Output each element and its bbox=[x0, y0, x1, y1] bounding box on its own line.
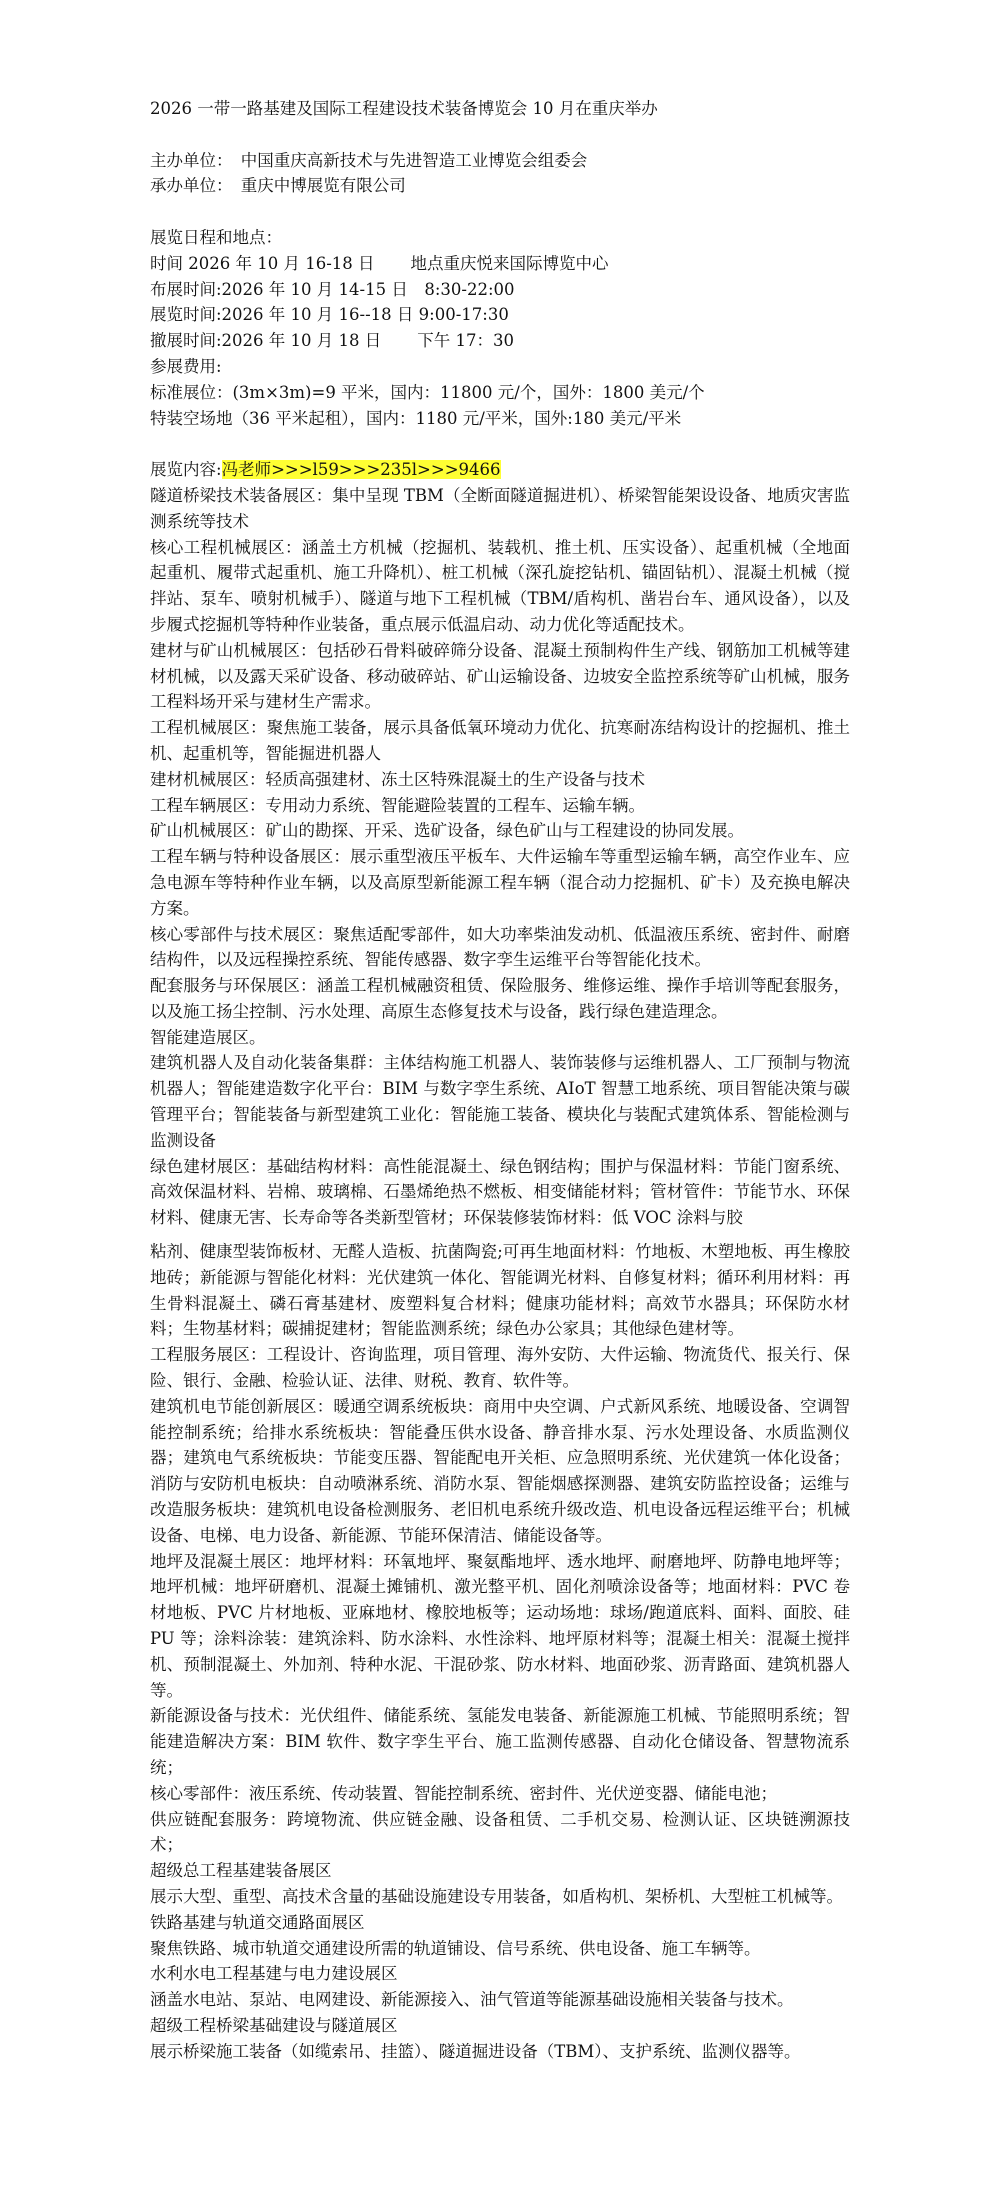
content-paragraph: 建材与矿山机械展区：包括砂石骨料破碎筛分设备、混凝土预制构件生产线、钢筋加工机械等建材机械，以及露天采矿设备、移动破碎站、矿山运输设备、边坡安全监控系统等矿山机械，服务工程料场开采与建材生产需求。 bbox=[150, 640, 850, 712]
content-paragraph: 铁路基建与轨道交通路面展区 bbox=[150, 1912, 365, 1932]
content-paragraph: 地坪及混凝土展区：地坪材料：环氧地坪、聚氨酯地坪、透水地坪、耐磨地坪、防静电地坪等；地坪机械：地坪研磨机、混凝土摊铺机、激光整平机、固化剂喷涂设备等；地面材料：PVC 卷材地板、PVC 片材地板、亚麻地材、橡胶地板等；运动场地：球场/跑道底料、面料、面胶、硅 PU 等；涂料涂装：建筑涂料、防水涂料、水性涂料、地坪原材料等；混凝土相关：混凝土搅拌机、预制混凝土、外加剂、特种水泥、干混砂浆、防水材料、地面砂浆、沥青路面、建筑机器人等。 bbox=[150, 1551, 850, 1700]
content-paragraph: 矿山机械展区：矿山的勘探、开采、选矿设备，绿色矿山与工程建设的协同发展。 bbox=[150, 821, 744, 841]
content-paragraph: 超级工程桥梁基础建设与隧道展区 bbox=[150, 2015, 398, 2035]
content-paragraph: 聚焦铁路、城市轨道交通建设所需的轨道铺设、信号系统、供电设备、施工车辆等。 bbox=[150, 1938, 761, 1958]
content-paragraph: 核心零部件：液压系统、传动装置、智能控制系统、密封件、光伏逆变器、储能电池； bbox=[150, 1783, 777, 1803]
content-paragraph: 工程服务展区：工程设计、咨询监理，项目管理、海外安防、大件运输、物流货代、报关行、保险、银行、金融、检验认证、法律、财税、教育、软件等。 bbox=[150, 1345, 850, 1391]
organizer-line: 主办单位： 中国重庆高新技术与先进智造工业博览会组委会 bbox=[150, 150, 588, 170]
content-paragraph: 展示大型、重型、高技术含量的基础设施建设专用装备，如盾构机、架桥机、大型桩工机械等。 bbox=[150, 1886, 843, 1906]
content-paragraph: 配套服务与环保展区：涵盖工程机械融资租赁、保险服务、维修运维、操作手培训等配套服务，以及施工扬尘控制、污水处理、高原生态修复技术与设备，践行绿色建造理念。 bbox=[150, 976, 850, 1021]
teardown-time: 下午 17：30 bbox=[417, 331, 515, 351]
content-paragraph: 粘剂、健康型装饰板材、无醛人造板、抗菌陶瓷;可再生地面材料：竹地板、木塑地板、再生橡胶地砖；新能源与智能化材料：光伏建筑一体化、智能调光材料、自修复材料；循环利用材料：再生骨料混凝土、磷石膏基建材、废塑料复合材料；健康功能材料；高效节水器具；环保防水材料；生物基材料；碳捕捉建材；智能监测系统；绿色办公家具；其他绿色建材等。 bbox=[150, 1242, 850, 1339]
content-paragraph: 工程车辆与特种设备展区：展示重型液压平板车、大件运输车等重型运输车辆，高空作业车、应急电源车等特种作业车辆，以及高原型新能源工程车辆（混合动力挖掘机、矿卡）及充换电解决方案。 bbox=[150, 847, 850, 918]
document-page bbox=[150, 96, 850, 2065]
teardown-line bbox=[150, 328, 850, 354]
schedule-venue: 地点重庆悦来国际博览中心 bbox=[410, 253, 609, 273]
content-paragraph: 建材机械展区：轻质高强建材、冻土区特殊混凝土的生产设备与技术 bbox=[150, 769, 645, 789]
contact-highlight: 冯老师>>>l59>>>235l>>>9466 bbox=[221, 460, 501, 480]
standard-booth-fee: 标准展位：(3m×3m)=9 平米，国内：11800 元/个，国外：1800 美元/个 bbox=[150, 382, 705, 402]
content-paragraph: 建筑机器人及自动化装备集群：主体结构施工机器人、装饰装修与运维机器人、工厂预制与物流机器人；智能建造数字化平台：BIM 与数字孪生系统、AIoT 智慧工地系统、项目智能决策与碳管理平台；智能装备与新型建筑工业化：智能施工装备、模块化与装配式建筑体系、智能检测与监测设备 bbox=[150, 1053, 850, 1150]
content-paragraph: 核心工程机械展区：涵盖土方机械（挖掘机、装载机、推土机、压实设备）、起重机械（全地面起重机、履带式起重机、施工升降机）、桩工机械（深孔旋挖钻机、锚固钻机）、混凝土机械（搅拌站、泵车、喷射机械手）、隧道与地下工程机械（TBM/盾构机、凿岩台车、通风设备），以及步履式挖掘机等特种作业装备，重点展示低温启动、动力优化等适配技术。 bbox=[150, 537, 850, 634]
content-label: 展览内容: bbox=[150, 460, 222, 480]
content-paragraph: 水利水电工程基建与电力建设展区 bbox=[150, 1964, 398, 1984]
schedule-time: 时间 2026 年 10 月 16-18 日 bbox=[150, 253, 375, 273]
content-paragraph: 涵盖水电站、泵站、电网建设、新能源接入、油气管道等能源基础设施相关装备与技术。 bbox=[150, 1990, 794, 2010]
content-paragraph: 工程车辆展区：专用动力系统、智能避险装置的工程车、运输车辆。 bbox=[150, 795, 645, 815]
teardown-date: 撤展时间:2026 年 10 月 18 日 bbox=[150, 331, 382, 351]
fees-heading: 参展费用: bbox=[150, 356, 222, 376]
content-paragraph: 供应链配套服务：跨境物流、供应链金融、设备租赁、二手机交易、检测认证、区块链溯源技术； bbox=[150, 1809, 850, 1855]
setup-time-line: 布展时间:2026 年 10 月 14-15 日 8:30-22:00 bbox=[150, 279, 515, 299]
content-label-line bbox=[150, 457, 850, 483]
undertaker-line: 承办单位： 重庆中博展览有限公司 bbox=[150, 176, 406, 196]
content-paragraph: 隧道桥梁技术装备展区：集中呈现 TBM（全断面隧道掘进机）、桥梁智能架设设备、地质灾害监测系统等技术 bbox=[150, 485, 850, 531]
content-paragraph: 工程机械展区：聚焦施工装备，展示具备低氧环境动力优化、抗寒耐冻结构设计的挖掘机、推土机、起重机等，智能掘进机器人 bbox=[150, 718, 850, 763]
content-paragraph: 绿色建材展区：基础结构材料：高性能混凝土、绿色钢结构；围护与保温材料：节能门窗系统、高效保温材料、岩棉、玻璃棉、石墨烯绝热不燃板、相变储能材料；管材管件：节能节水、环保材料、健康无害、长寿命等各类新型管材；环保装修装饰材料：低 VOC 涂料与胶 bbox=[150, 1156, 850, 1228]
content-paragraph: 展示桥梁施工装备（如缆索吊、挂篮）、隧道掘进设备（TBM）、支护系统、监测仪器等。 bbox=[150, 2041, 801, 2061]
exhibit-time-line: 展览时间:2026 年 10 月 16--18 日 9:00-17:30 bbox=[150, 305, 509, 325]
raw-space-fee: 特装空场地（36 平米起租），国内：1180 元/平米，国外:180 美元/平米 bbox=[150, 408, 682, 428]
content-paragraph: 超级总工程基建装备展区 bbox=[150, 1861, 332, 1881]
document-title: 2026 一带一路基建及国际工程建设技术装备博览会 10 月在重庆举办 bbox=[150, 99, 658, 118]
content-paragraph: 核心零部件与技术展区：聚焦适配零部件，如大功率柴油发动机、低温液压系统、密封件、耐磨结构件，以及远程操控系统、智能传感器、数字孪生运维平台等智能化技术。 bbox=[150, 924, 850, 970]
schedule-time-line bbox=[150, 251, 850, 277]
content-paragraph: 建筑机电节能创新展区：暖通空调系统板块：商用中央空调、户式新风系统、地暖设备、空调智能控制系统；给排水系统板块：智能叠压供水设备、静音排水泵、污水处理设备、水质监测仪器；建筑电气系统板块：节能变压器、智能配电开关柜、应急照明系统、光伏建筑一体化设备；消防与安防机电板块：自动喷淋系统、消防水泵、智能烟感探测器、建筑安防监控设备；运维与改造服务板块：建筑机电设备检测服务、老旧机电系统升级改造、机电设备远程运维平台；机械设备、电梯、电力设备、新能源、节能环保清洁、储能设备等。 bbox=[150, 1396, 850, 1545]
exhibit-content-list bbox=[150, 483, 850, 2065]
schedule-heading: 展览日程和地点： bbox=[150, 227, 282, 247]
content-paragraph: 智能建造展区。 bbox=[150, 1027, 266, 1047]
content-paragraph: 新能源设备与技术：光伏组件、储能系统、氢能发电装备、新能源施工机械、节能照明系统；智能建造解决方案：BIM 软件、数字孪生平台、施工监测传感器、自动化仓储设备、智慧物流系统； bbox=[150, 1706, 850, 1777]
